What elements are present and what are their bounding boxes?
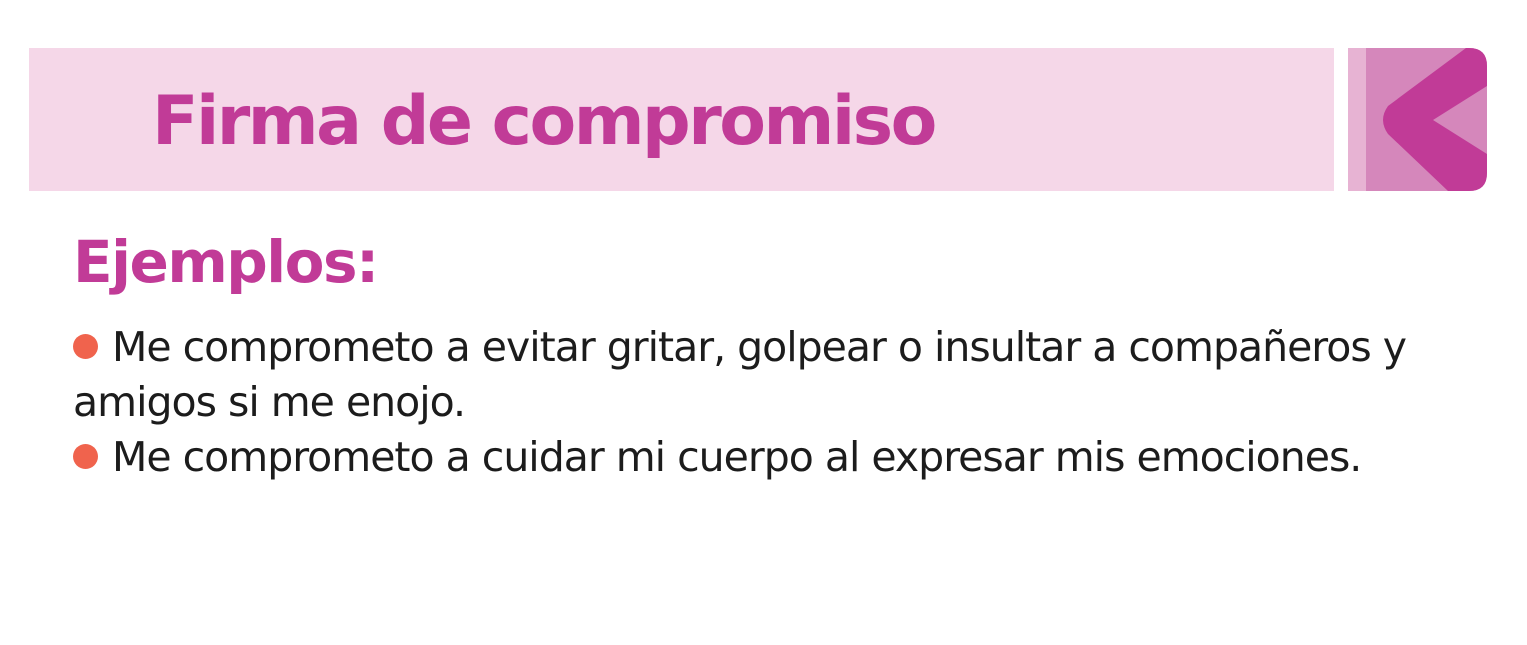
- example-text: Me comprometo a evitar gritar, golpear o insultar a compañeros y amigos si me enojo.: [73, 323, 1407, 426]
- example-text: Me comprometo a cuidar mi cuerpo al expresar mis emociones.: [112, 433, 1362, 481]
- page-title: Firma de compromiso: [152, 82, 935, 161]
- bullet-dot-icon: [73, 444, 98, 469]
- list-item: [73, 320, 1473, 430]
- bullet-dot-icon: [73, 334, 98, 359]
- list-item: [73, 430, 1473, 485]
- examples-list: [73, 320, 1473, 485]
- chevron-left-icon: [1348, 48, 1487, 191]
- section-heading: Ejemplos:: [73, 228, 378, 296]
